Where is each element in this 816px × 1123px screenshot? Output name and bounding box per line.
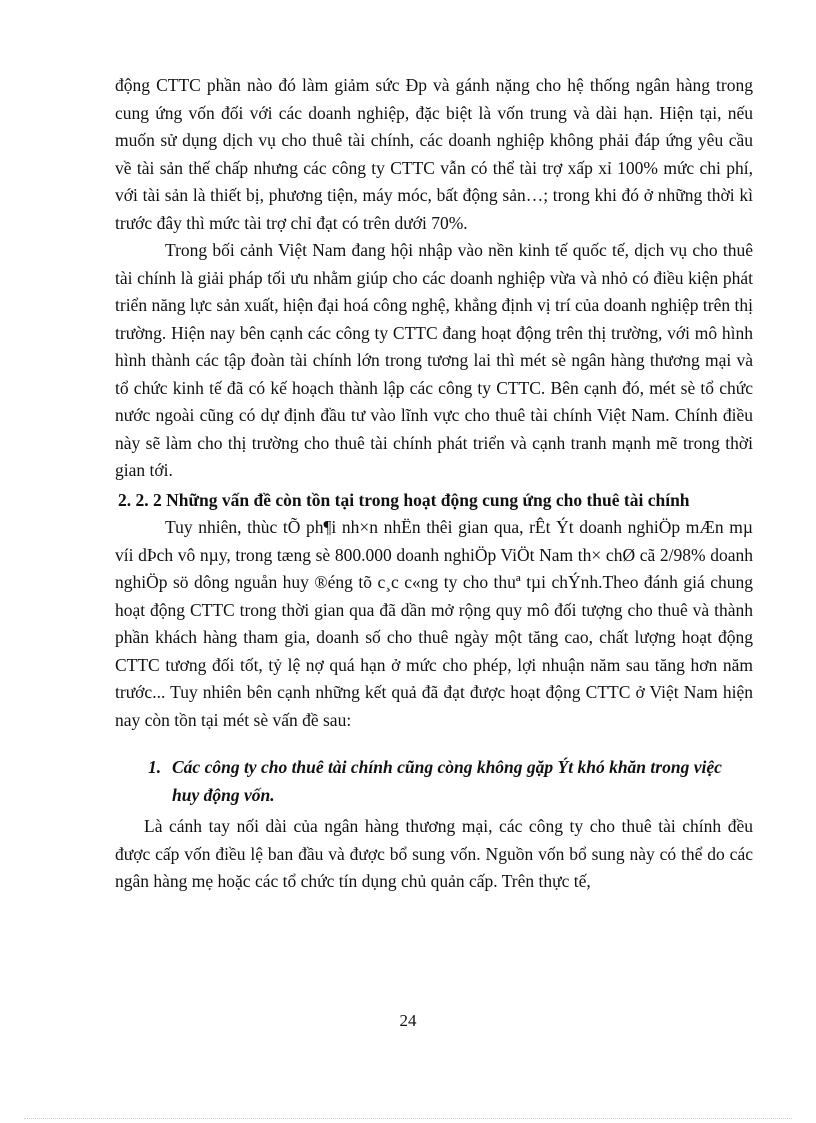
- section-heading: 2. 2. 2 Những vấn đề còn tồn tại trong hoạt động cung ứng cho thuê tài chính: [118, 489, 690, 510]
- subsection-heading: [115, 754, 753, 809]
- paragraph: Trong bối cảnh Việt Nam đang hội nhập vào nền kinh tế quốc tế, dịch vụ cho thuê tài chính là giải pháp tối ưu nhằm giúp cho các doanh nghiệp vừa và nhỏ có điều kiện phát triển năng lực sản xuất, hiện đại hoá công nghệ, khẳng định vị trí của doanh nghiệp trên thị trường. Hiện nay bên cạnh các công ty CTTC đang hoạt động trên thị trường, với mô hình hình thành các tập đoàn tài chính lớn trong tương lai thì mét sè ngân hàng thương mại và tổ chức kinh tế đã có kế hoạch thành lập các công ty CTTC. Bên cạnh đó, mét sè tổ chức nước ngoài cũng có dự định đầu tư vào lĩnh vực cho thuê tài chính Việt Nam. Chính điều này sẽ làm cho thị trường cho thuê tài chính phát triển và cạnh tranh mạnh mẽ trong thời gian tới.: [115, 240, 753, 480]
- paragraph: Tuy nhiên, thùc tÕ ph¶i nh×n nhËn thêi gian qua, rÊt Ýt doanh nghiÖp mÆn mµ víi dÞch vô nµy, trong tæng sè 800.000 doanh nghiÖp ViÖt Nam th× chØ cã 2/98% doanh nghiÖp sö dông nguån huy ®éng tõ c¸c c«ng ty cho thuª tµi chÝnh.Theo đánh giá chung hoạt động CTTC trong thời gian qua đã dần mở rộng quy mô đối tượng cho thuê và thành phần khách hàng tham gia, doanh số cho thuê ngày một tăng cao, chất lượng hoạt động CTTC tương đối tốt, tỷ lệ nợ quá hạn ở mức cho phép, lợi nhuận năm sau tăng hơn năm trước... Tuy nhiên bên cạnh những kết quả đã đạt được hoạt động CTTC ở Việt Nam hiện nay còn tồn tại mét sè vấn đề sau:: [115, 517, 753, 730]
- page-body: [115, 72, 753, 896]
- page-bottom-divider: [24, 1118, 792, 1119]
- paragraph: Là cánh tay nối dài của ngân hàng thương mại, các công ty cho thuê tài chính đều được cấp vốn điều lệ ban đầu và được bổ sung vốn. Nguồn vốn bổ sung này có thể do các ngân hàng mẹ hoặc các tổ chức tín dụng chủ quản cấp. Trên thực tế,: [115, 816, 753, 891]
- page-number: 24: [399, 1011, 417, 1030]
- paragraph: động CTTC phần nào đó làm giảm sức Đp và gánh nặng cho hệ thống ngân hàng trong cung ứng vốn đối với các doanh nghiệp, đặc biệt là vốn trung và dài hạn. Hiện tại, nếu muốn sử dụng dịch vụ cho thuê tài chính, các doanh nghiệp không phải đáp ứng yêu cầu về tài sản thế chấp nhưng các công ty CTTC vẫn có thể tài trợ xấp xỉ 100% mức chi phí, với tài sản là thiết bị, phương tiện, máy móc, bất động sản…; trong khi đó ở những thời kì trước đây thì mức tài trợ chỉ đạt có trên dưới 70%.: [115, 75, 753, 233]
- subsection-number: 1.: [148, 757, 162, 777]
- subsection-text: Các công ty cho thuê tài chính cũng còng không gặp Ýt khó khăn trong việc huy động vốn.: [172, 757, 722, 805]
